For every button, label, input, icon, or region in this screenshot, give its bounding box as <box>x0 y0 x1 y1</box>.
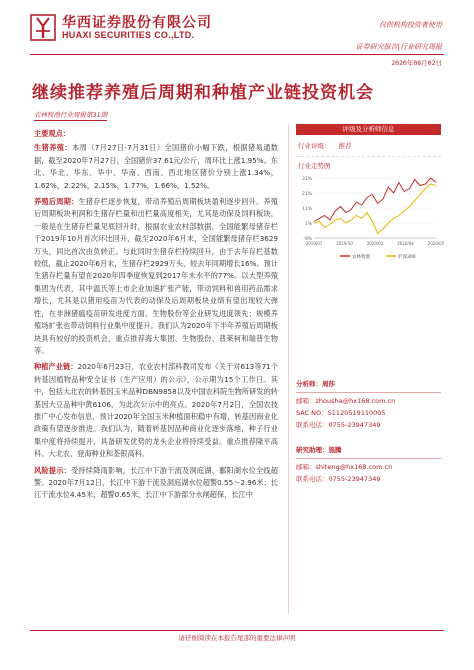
chart-title: 行业走势图 <box>298 162 331 170</box>
assistant-divider <box>296 458 441 459</box>
x-tick-label: 2020/01 <box>366 241 384 246</box>
assistant-phone-label: 联系电话： <box>296 475 329 483</box>
x-tick-label: 2019/10 <box>336 241 353 246</box>
brand-name-cn: 华西证券股份有限公司 <box>62 15 212 31</box>
trend-chart-svg <box>296 172 445 262</box>
analyst-email[interactable]: zhousha@hx168.com.cn <box>315 397 396 405</box>
rating-label: 行业评级： <box>298 142 331 150</box>
sidebar-divider <box>288 124 289 614</box>
main-content <box>34 128 278 506</box>
assistant-name: 施腾 <box>328 446 342 454</box>
analyst-email-label: 邮箱： <box>296 397 316 405</box>
paragraph-lead: 种植产业链： <box>34 362 78 372</box>
section-label: 主要观点： <box>34 129 70 138</box>
industry-trend-chart <box>296 172 445 262</box>
paragraph-lead: 养殖后周期： <box>34 197 79 207</box>
footer-divider <box>30 630 444 631</box>
header-report-type: 证券研究报告|行业研究周报 <box>355 43 442 51</box>
analyst-card-1 <box>296 378 446 431</box>
legend-label: 农林牧渔 <box>352 255 370 260</box>
paragraph-planting-chain <box>34 361 278 460</box>
paragraph-lead: 风险提示： <box>34 465 71 475</box>
analyst-card-2 <box>296 444 446 485</box>
analyst-sac: S1120519110005 <box>327 409 386 417</box>
assistant-phone: 0755-23947349 <box>328 475 381 483</box>
assistant-email-label: 邮箱： <box>296 463 316 471</box>
y-tick-label: 11% <box>301 207 312 212</box>
assistant-email[interactable]: shiteng@hx168.com.cn <box>315 463 393 471</box>
analyst-phone-label: 联系电话： <box>296 421 329 429</box>
x-tick-label: 2019/07 <box>305 241 323 246</box>
paragraph-text: 受持续降雨影响，长江中下游干流及洞庭湖、鄱阳湖水位全线超警。2020年7月12日，长江中下游干流及洞庭湖水位超警0.55～2.96米；长江干流水位4.45米，超警0.65米，长江中下游部分水闸超保，长江中 <box>34 465 278 500</box>
header-divider <box>30 54 444 55</box>
analyst-phone: 0755-23947349 <box>328 421 381 429</box>
report-title: 继续推荐养殖后周期和种植产业链投资机会 <box>32 83 374 103</box>
footer-disclaimer: 请仔细阅读在本报告尾部的重要法律声明 <box>178 634 296 642</box>
paragraph-text: 2020年6月23日，农业农村部科教司发布《关于对613等71个转基因植物品种安全证书（生产应用）的公示》，公示期为15个工作日。其中，包括大北农的转基因玉米品种DBN9858以及中国农科院生物所研发的转基因大豆品种中黄6106，为此次公示中的亮点。2020年7月2日，全国农技推广中心发布信息，预计2020年全国玉米种植面积稳中有增，转基因商业化政策有望逐步推进。我们认为，随着转基因品种商业化逐步落地，种子行业集中度将持续提升，具备研发优势的龙头企业将持续受益。重点推荐隆平高科、大北农、登海种业和荃银高科。 <box>34 362 278 459</box>
report-date: 2020年08月02日 <box>391 59 442 67</box>
series-line-0 <box>314 178 436 222</box>
industry-rating <box>296 135 441 157</box>
paragraph-lead: 生猪养殖： <box>34 143 72 153</box>
analyst-sac-label: SAC NO： <box>296 409 328 417</box>
legend-label: 沪深300 <box>398 255 416 260</box>
rating-value: 推荐 <box>338 142 352 150</box>
series-line-1 <box>314 184 436 234</box>
paragraph-text: 生猪存栏逐步恢复，带动养殖后周期板块盈利逐步回升。养殖后周期板块利润和生猪存栏量和出栏量高度相关，尤其是动保及饲料板块，一般是在生猪存栏量见底回升时，根据农业农村部数据，全国能繁母猪存栏于2019年10月首次环比回升，截至2020年6月末，全国能繁母猪存栏3629万头，同比首次由负转正。与此同时生猪存栏持续回升，由于去年存栏基数较低，截止2020年6月末，生猪存栏2929万头，较去年同期增长16%。预计生猪存栏量有望在2020年四季度恢复到2017年末水平的77%。以大型养殖集团为代表，其中温氏等上市企业加速扩张产能，带动饲料和兽用药品需求增长，尤其是以猪用疫苗为代表的动保及后周期板块业绩有望出现较大弹性，在非洲猪瘟疫苗研发进度方面，生物股份等企业研发进度领先；规模养殖场扩张也带动饲料行业集中度提升。我们认为2020年下半年养殖后周期板块具有较好的投资机会，重点推荐海大集团、生物股份、普莱柯和瑞普生物等。 <box>34 197 279 355</box>
sidebar <box>296 124 445 262</box>
y-tick-label: 1% <box>304 222 312 227</box>
y-tick-label: 31% <box>301 177 312 182</box>
header-audience: 仅供机构投资者使用 <box>379 21 442 29</box>
y-tick-label: -9% <box>303 237 312 242</box>
y-tick-label: 21% <box>301 192 312 197</box>
x-tick-label: 2020/04 <box>397 241 414 246</box>
huaxi-logo-icon <box>30 12 56 42</box>
brand-name-en: HUAXI SECURITIES CO.,LTD. <box>62 30 195 40</box>
paragraph-hog-farming <box>34 142 278 192</box>
paragraph-risk <box>34 465 278 502</box>
analyst-divider <box>296 392 441 393</box>
x-tick-label: 2020/07 <box>427 241 445 246</box>
analyst-name-label: 分析师： <box>296 380 322 388</box>
report-subtitle: 农林牧渔行业周报第31期 <box>34 111 108 119</box>
sidebar-header: 评级及分析师信息 <box>296 124 441 135</box>
analyst-name: 周莎 <box>322 380 335 388</box>
paragraph-text: 本周（7月27日-7月31日）全国猪价小幅下跌，根据猪易通数据，截至2020年7月27日，全国猪价37.61元/公斤，周环比上涨1.95%。东北、华北、华东、华中、华南、西南、西北地区猪价分别上涨1.34%，1.62%，2.22%，2.15%，1.77%，1.66%，1.52%。 <box>34 143 278 190</box>
assistant-name-label: 研究助理： <box>296 446 329 454</box>
paragraph-post-cycle <box>34 196 278 357</box>
